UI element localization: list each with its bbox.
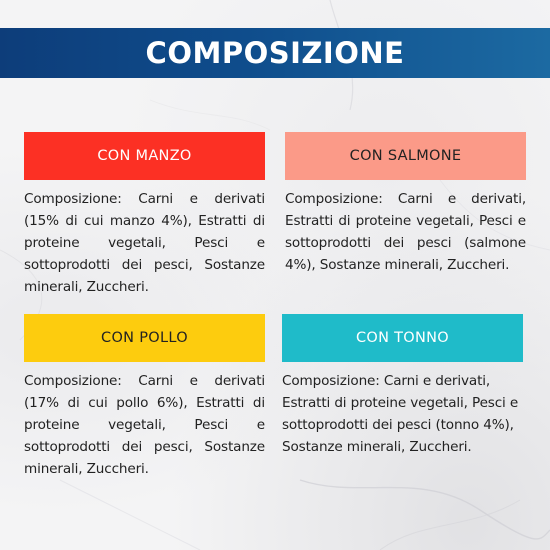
label-salmone: CON SALMONE (349, 148, 462, 164)
label-pollo: CON POLLO (101, 330, 188, 346)
composition-text-salmone: Composizione: Carni e derivati, Estratti di proteine vegetali, Pesci e sottoprodotti dei pesci (salmone 4%), Sostanze minerali, Zuccheri. (285, 191, 526, 273)
composition-text-pollo: Composizione: Carni e derivati (17% di cui pollo 6%), Estratti di proteine vegetali, Pesci e sottoprodotti dei pesci, Sostanze minerali, Zuccheri. (24, 373, 265, 477)
card-tonno (282, 314, 523, 458)
label-manzo: CON MANZO (97, 148, 192, 164)
composition-text-tonno: Composizione: Carni e derivati, Estratti di proteine vegetali, Pesci e sottoprodotti dei pesci (tonno 4%), Sostanze minerali, Zuccheri. (282, 373, 519, 455)
label-box-tonno (282, 314, 523, 362)
card-pollo (24, 314, 265, 480)
label-box-manzo (24, 132, 265, 180)
header-banner (0, 28, 550, 78)
label-box-pollo (24, 314, 265, 362)
label-tonno: CON TONNO (355, 330, 450, 346)
label-box-salmone (285, 132, 526, 180)
card-manzo (24, 132, 265, 298)
card-salmone (285, 132, 526, 276)
page-title: COMPOSIZIONE (145, 35, 405, 70)
composition-text-manzo: Composizione: Carni e derivati (15% di cui manzo 4%), Estratti di proteine vegetali, Pesci e sottoprodotti dei pesci, Sostanze minerali, Zuccheri. (24, 191, 265, 295)
